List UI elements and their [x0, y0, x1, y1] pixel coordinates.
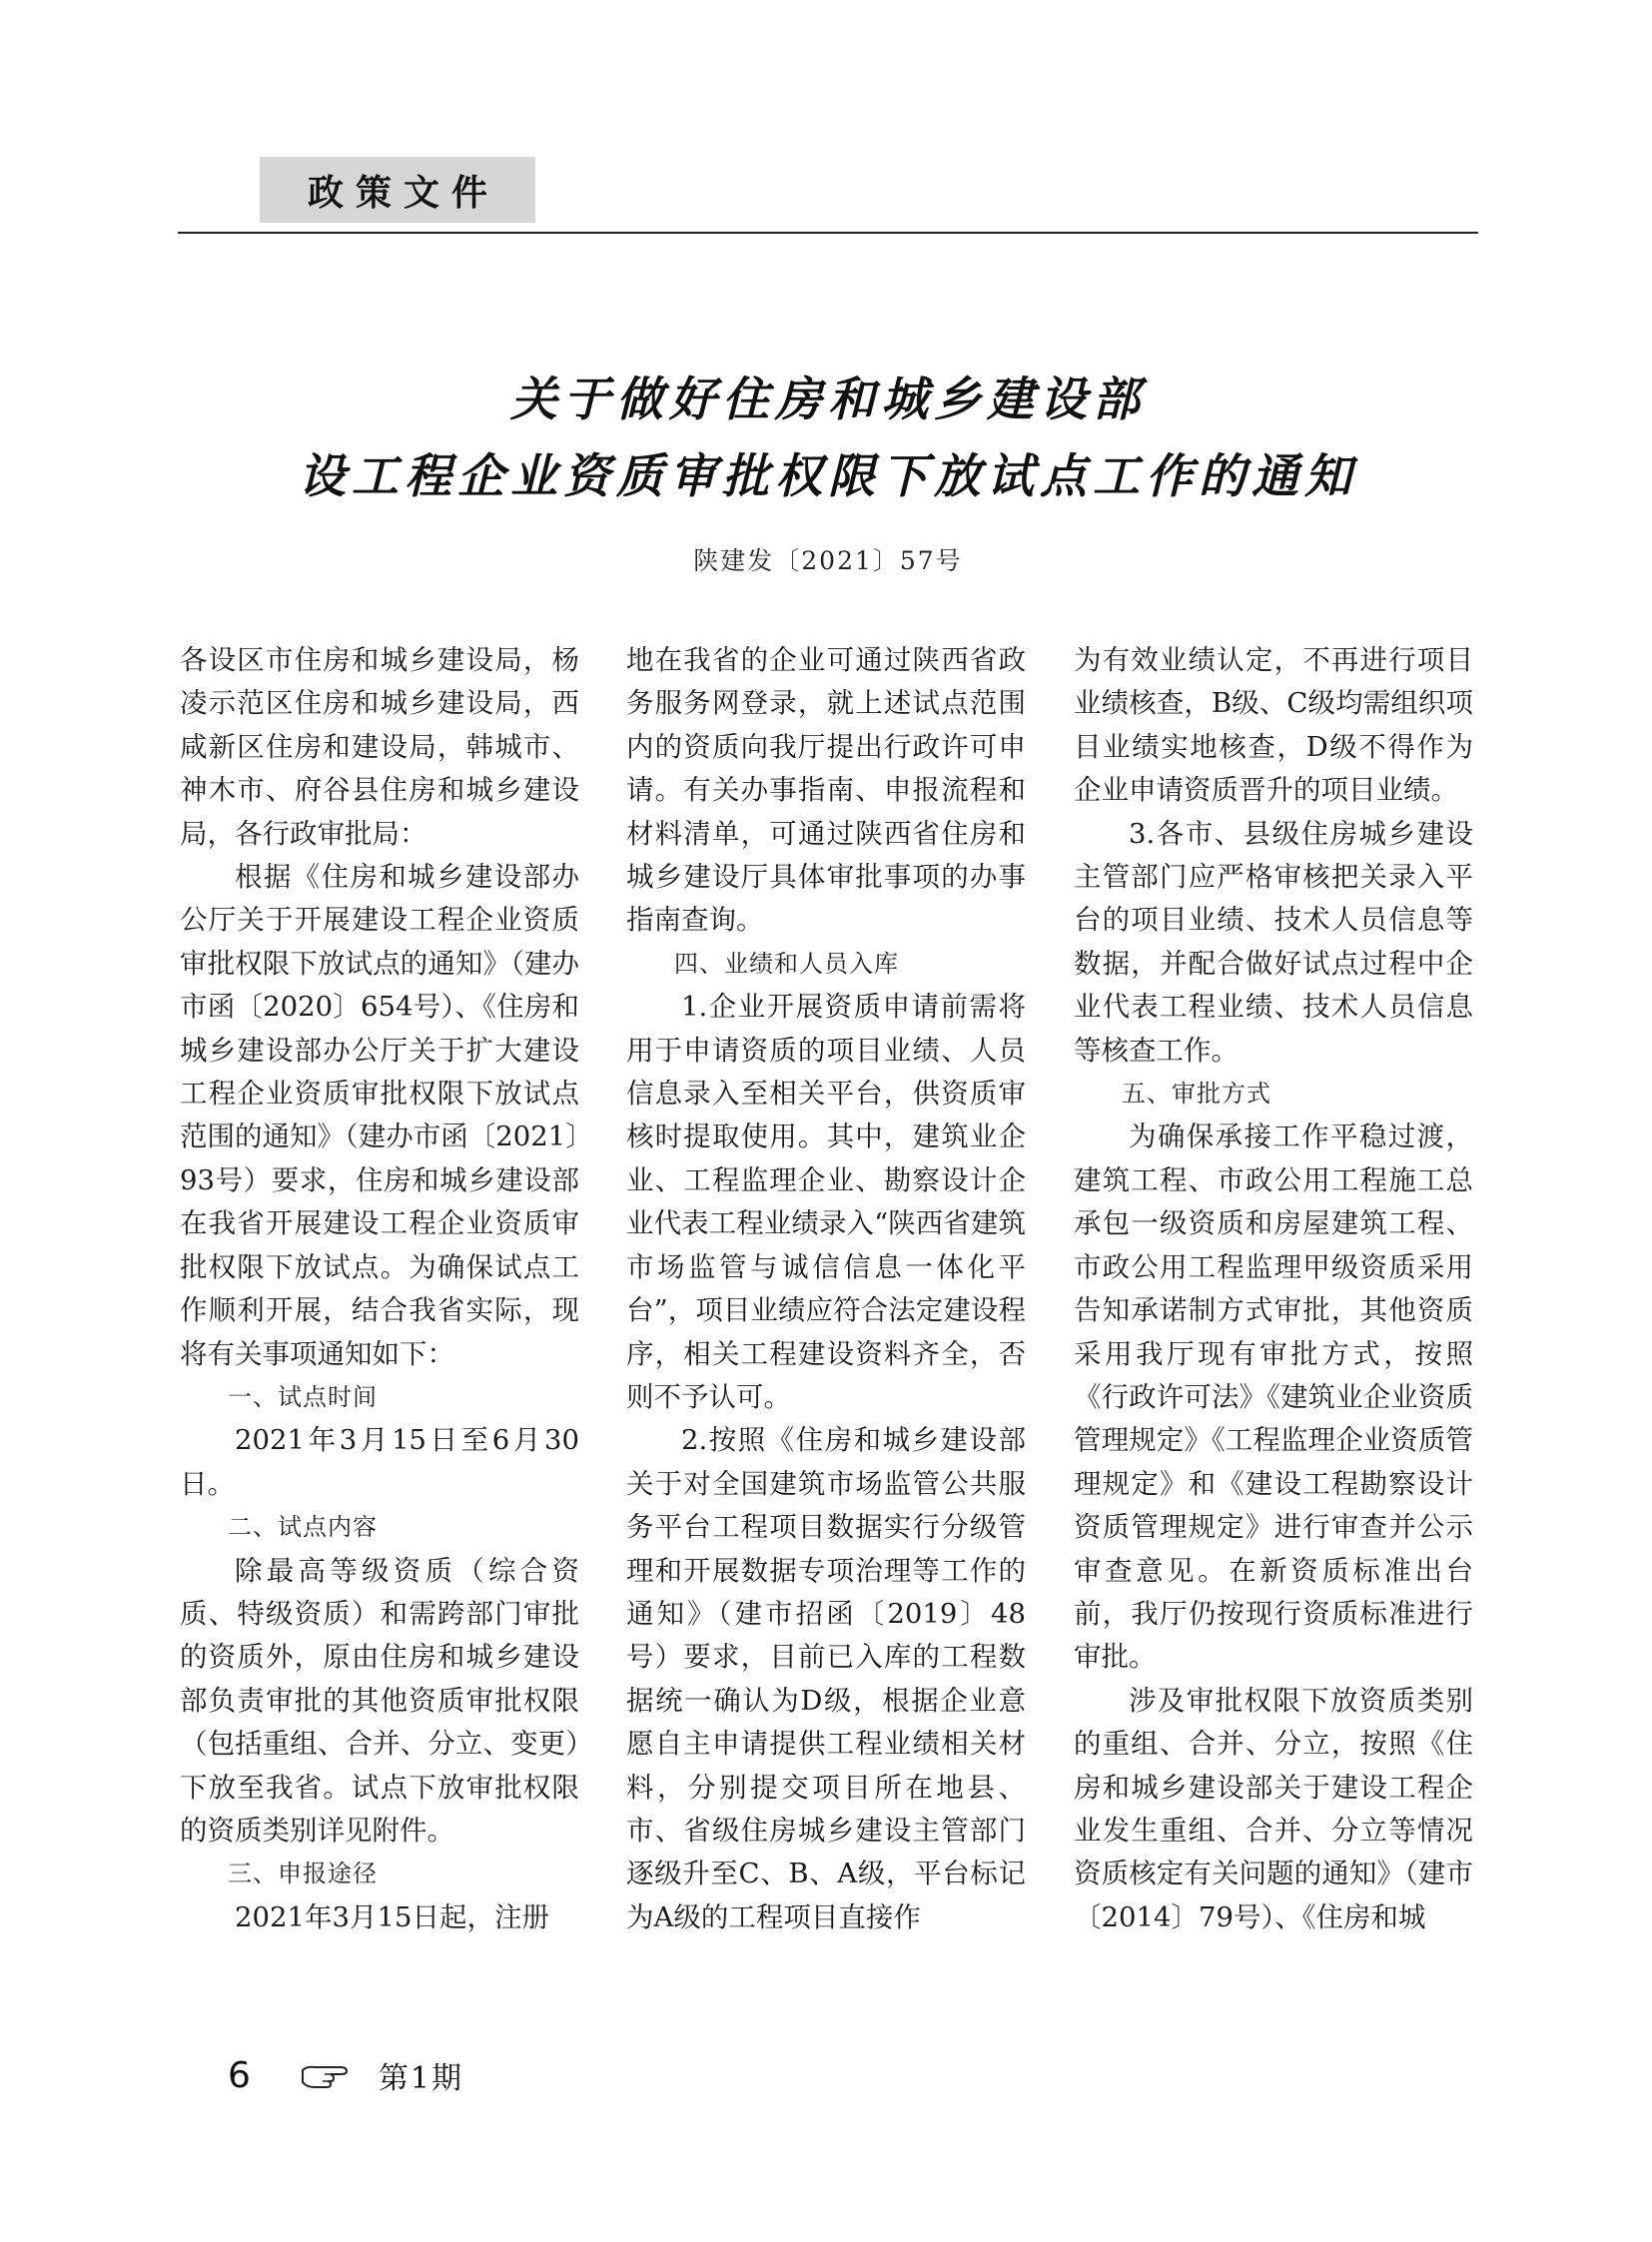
paragraph: 为确保承接工作平稳过渡，建筑工程、市政公用工程施工总承包一级资质和房屋建筑工程、市政公用工程监理甲级资质采用告知承诺制方式审批，其他资质采用我厅现有审批方式，按照《行政许可法》《建筑业企业资质管理规定》《工程监理企业资质管理规定》和《建设工程勘察设计资质管理规定》进行审查并公示审查意见。在新资质标准出台前，我厅仍按现行资质标准进行审批。: [1074, 1121, 1473, 1674]
paragraph: 根据《住房和城乡建设部办公厅关于开展建设工程企业资质审批权限下放试点的通知》（建办市函〔2020〕654号）、《住房和城乡建设部办公厅关于扩大建设工程企业资质审批权限下放试点范围的通知》（建办市函〔2021〕93号）要求，住房和城乡建设部在我省开展建设工程企业资质审批权限下放试点。为确保试点工作顺利开展，结合我省实际，现将有关事项通知如下：: [180, 861, 579, 1370]
paragraph: 涉及审批权限下放资质类别的重组、合并、分立，按照《住房和城乡建设部关于建设工程企业发生重组、合并、分立等情况资质核定有关问题的通知》（建市〔2014〕79号）、《住房和城: [1074, 1684, 1473, 1933]
text-column-3: [1074, 639, 1473, 1939]
paragraph: 1.企业开展资质申请前需将用于申请资质的项目业绩、人员信息录入至相关平台，供资质审核时提取使用。其中，建筑业企业、工程监理企业、勘察设计企业代表工程业绩录入“陕西省建筑市场监管与诚信信息一体化平台”，项目业绩应符合法定建设程序，相关工程建设资料齐全，否则不予认可。: [626, 991, 1026, 1413]
header-rule: [178, 232, 1478, 234]
text-column-1: [180, 639, 579, 1939]
text-column-2: [626, 639, 1026, 1939]
issue-label: 第1期: [378, 2061, 463, 2096]
section-heading: 二、试点内容: [228, 1513, 378, 1542]
paragraph: 2021年3月15日至6月30日。: [180, 1424, 579, 1500]
section-tag-label: 政策文件: [307, 172, 499, 214]
section-heading: 五、审批方式: [1122, 1080, 1271, 1109]
pointing-hand-icon: [301, 2060, 355, 2090]
paragraph: 各设区市住房和城乡建设局，杨凌示范区住房和城乡建设局，西咸新区住房和建设局，韩城市、神木市、府谷县住房和城乡建设局，各行政审批局：: [180, 644, 579, 850]
page-footer: [228, 2053, 463, 2097]
article-title-line-2: 设工程企业资质审批权限下放试点工作的通知: [299, 449, 1357, 504]
section-heading: 四、业绩和人员入库: [674, 949, 899, 978]
paragraph: 3.各市、县级住房城乡建设主管部门应严格审核把关录入平台的项目业绩、技术人员信息等数据，并配合做好试点过程中企业代表工程业绩、技术人员信息等核查工作。: [1074, 817, 1473, 1067]
section-heading: 三、申报途径: [228, 1860, 378, 1888]
article-title-line-1: 关于做好住房和城乡建设部: [510, 373, 1146, 427]
paragraph: 为有效业绩认定，不再进行项目业绩核查，B级、C级均需组织项目业绩实地核查，D级不得作为企业申请资质晋升的项目业绩。: [1074, 644, 1473, 807]
section-heading: 一、试点时间: [228, 1382, 378, 1411]
document-number: 陕建发〔2021〕57号: [693, 546, 963, 575]
paragraph: 2.按照《住房和城乡建设部关于对全国建筑市场监管公共服务平台工程项目数据实行分级管理和开展数据专项治理等工作的通知》（建市招函〔2019〕48号）要求，目前已入库的工程数据统一确认为D级，根据企业意愿自主申请提供工程业绩相关材料，分别提交项目所在地县、市、省级住房城乡建设主管部门逐级升至C、B、A级，平台标记为A级的工程项目直接作: [626, 1424, 1026, 1933]
section-tag: [260, 157, 535, 223]
page-number: 6: [228, 2054, 251, 2096]
paragraph: 2021年3月15日起，注册: [235, 1900, 549, 1933]
paragraph: 地在我省的企业可通过陕西省政务服务网登录，就上述试点范围内的资质向我厅提出行政许可申请。有关办事指南、申报流程和材料清单，可通过陕西省住房和城乡建设厅具体审批事项的办事指南查询。: [626, 644, 1026, 937]
paragraph: 除最高等级资质（综合资质、特级资质）和需跨部门审批的资质外，原由住房和城乡建设部负责审批的其他资质审批权限（包括重组、合并、分立、变更）下放至我省。试点下放审批权限的资质类别详见附件。: [180, 1554, 579, 1847]
